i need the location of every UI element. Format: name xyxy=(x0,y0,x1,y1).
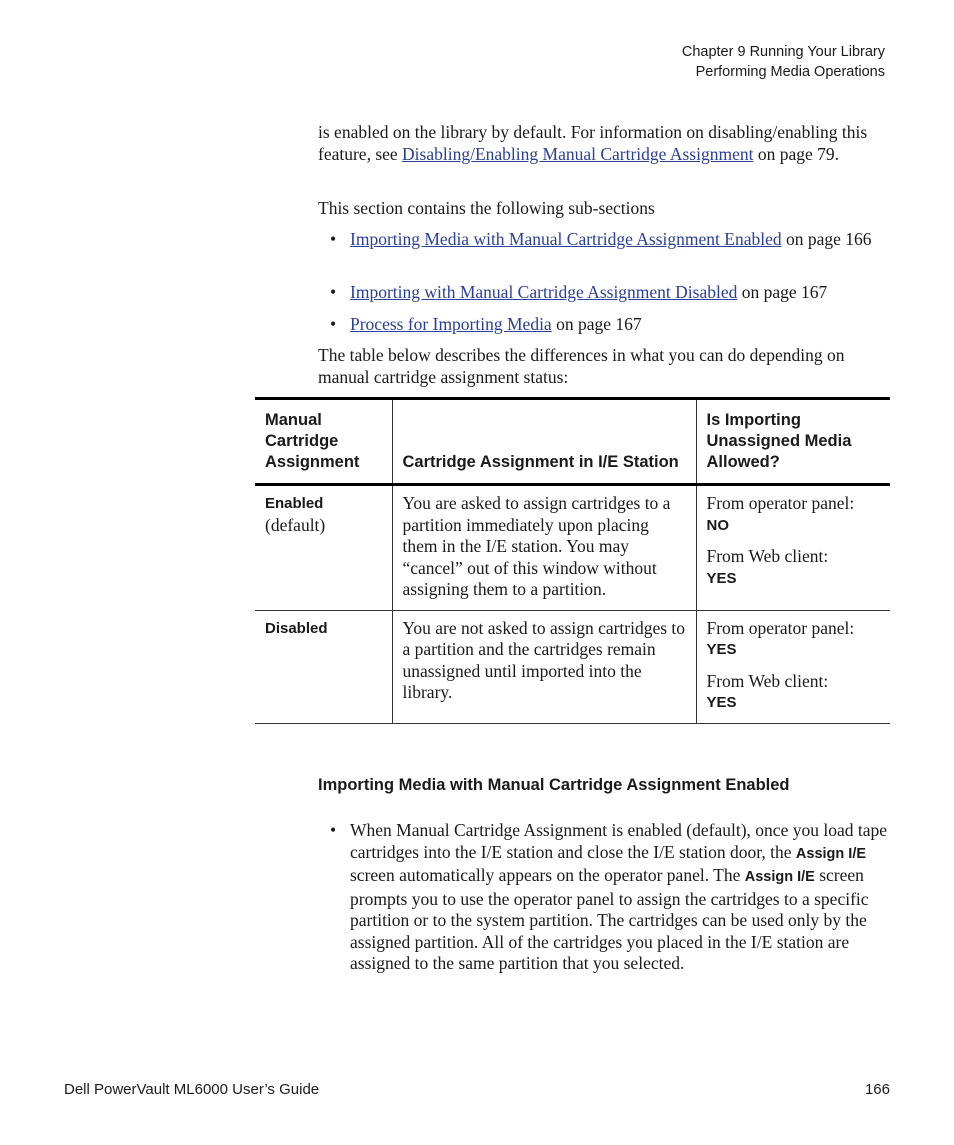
subsections-intro: This section contains the following sub-sections xyxy=(318,198,655,218)
table-row xyxy=(255,610,890,723)
operator-panel-label: From operator panel: xyxy=(706,493,855,513)
assign-ie-screen-name: Assign I/E xyxy=(795,845,867,862)
web-client-value: YES xyxy=(706,569,737,587)
subsection-page-ref: on page 167 xyxy=(737,282,828,302)
table-row xyxy=(255,485,890,611)
operator-panel-value: NO xyxy=(706,516,729,534)
disabling-enabling-link[interactable]: Disabling/Enabling Manual Cartridge Assignment xyxy=(402,143,754,164)
assignment-comparison-table xyxy=(255,397,890,724)
subsection-link[interactable]: Importing with Manual Cartridge Assignment Disabled xyxy=(350,282,738,302)
table-header-row xyxy=(255,399,890,485)
column-header-importing-allowed: Is Importing Unassigned Media Allowed? xyxy=(696,399,890,485)
description-cell: You are asked to assign cartridges to a partition immediately upon placing them in the I/E station. You may “cancel” out of this window without assigning them to a partition. xyxy=(392,485,696,611)
subsection-item xyxy=(350,314,895,336)
web-client-value: YES xyxy=(706,694,737,711)
body-text: screen prompts you to use the operator panel to assign the cartridges to a specific partition or to the system partition. The cartridges can be used only by the assigned partition. All of the cartridges you placed in the I/E station are assigned to the same partition that you selected. xyxy=(350,865,869,973)
status-cell xyxy=(255,610,392,723)
bullet-icon: • xyxy=(330,282,337,302)
status-label: Enabled xyxy=(265,495,324,512)
intro-page-ref: on page 79. xyxy=(753,143,840,164)
subsection-item xyxy=(350,282,895,304)
bullet-icon: • xyxy=(330,820,337,840)
operator-panel-value: YES xyxy=(706,641,737,658)
bullet-icon: • xyxy=(330,314,337,334)
allowed-cell xyxy=(696,610,890,723)
body-text: When Manual Cartridge Assignment is enabled (default), once you load tape cartridges into the I/E station and close the I/E station door, the xyxy=(350,820,887,862)
footer-title: Dell PowerVault ML6000 User’s Guide xyxy=(64,1081,320,1098)
subsection-link[interactable]: Importing Media with Manual Cartridge Assignment Enabled xyxy=(350,229,782,249)
web-client-label: From Web client: xyxy=(706,670,829,691)
section-heading: Importing Media with Manual Cartridge Assignment Enabled xyxy=(318,776,790,794)
status-label: Disabled xyxy=(265,619,328,637)
description-cell: You are not asked to assign cartridges to a partition and the cartridges remain unassigned until imported into the library. xyxy=(392,610,696,723)
intro-text: is enabled on the library by default. For information on disabling/enabling this feature, see xyxy=(318,122,868,164)
column-header-manual-assignment: Manual Cartridge Assignment xyxy=(255,399,392,485)
table-intro: The table below describes the differences in what you can do depending on manual cartridge assignment status: xyxy=(318,345,845,387)
manual-assignment-paragraph xyxy=(350,820,890,975)
allowed-cell xyxy=(696,485,890,611)
status-note: (default) xyxy=(265,514,326,535)
subsection-item xyxy=(350,229,895,251)
body-text: screen automatically appears on the operator panel. The xyxy=(350,865,745,885)
column-header-ie-station: Cartridge Assignment in I/E Station xyxy=(392,399,696,485)
operator-panel-label: From operator panel: xyxy=(706,617,855,638)
subsection-link[interactable]: Process for Importing Media xyxy=(350,314,552,334)
web-client-label: From Web client: xyxy=(706,546,829,566)
assign-ie-screen-name: Assign I/E xyxy=(744,869,815,885)
running-header-section: Performing Media Operations xyxy=(695,64,885,80)
running-header-chapter: Chapter 9 Running Your Library xyxy=(681,44,885,60)
status-cell xyxy=(255,485,392,611)
intro-paragraph xyxy=(318,122,893,165)
subsection-page-ref: on page 167 xyxy=(551,314,642,334)
subsection-page-ref: on page 166 xyxy=(781,229,872,249)
page-number: 166 xyxy=(864,1081,890,1098)
bullet-icon: • xyxy=(330,229,337,249)
